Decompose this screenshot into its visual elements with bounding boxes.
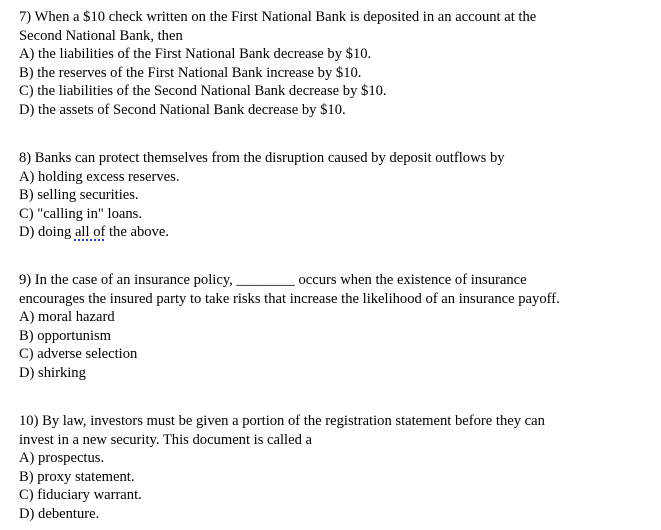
answer-option-b: B) proxy statement. <box>19 468 135 485</box>
answer-option-d: D) shirking <box>19 364 86 381</box>
question-stem-line: 8) Banks can protect themselves from the disruption caused by deposit outflows by <box>19 150 505 166</box>
question-stem-line: 9) In the case of an insurance policy, ________ occurs when the existence of insurance <box>19 272 527 288</box>
answer-option-a: A) moral hazard <box>19 309 115 326</box>
question-7 <box>19 8 659 120</box>
answer-option-d-prefix: D) doing <box>19 224 75 241</box>
answer-option-c: C) fiduciary warrant. <box>19 487 142 504</box>
answer-option-d: D) the assets of Second National Bank decrease by $10. <box>19 101 346 118</box>
question-stem-line: 7) When a $10 check written on the First National Bank is deposited in an account at the <box>19 9 537 25</box>
question-10 <box>19 412 659 524</box>
question-stem-line: 10) By law, investors must be given a portion of the registration statement before they can <box>19 413 545 429</box>
grammar-flagged-text[interactable]: all of <box>74 224 106 241</box>
answer-option-a: A) holding excess reserves. <box>19 168 180 185</box>
answer-option-d: D) debenture. <box>19 505 100 522</box>
answer-option-c: C) the liabilities of the Second National Bank decrease by $10. <box>19 83 387 100</box>
question-8 <box>19 149 659 242</box>
answer-option-b: B) selling securities. <box>19 187 139 204</box>
answer-option-c: C) adverse selection <box>19 346 138 363</box>
answer-option-c: C) "calling in" loans. <box>19 205 142 222</box>
answer-option-a: A) the liabilities of the First National Bank decrease by $10. <box>19 46 372 63</box>
answer-option-d <box>19 223 659 242</box>
answer-option-b: B) opportunism <box>19 327 112 344</box>
answer-option-a: A) prospectus. <box>19 450 105 467</box>
answer-option-d-suffix: the above. <box>105 224 169 241</box>
question-9 <box>19 271 659 383</box>
question-stem-line: invest in a new security. This document is called a <box>19 431 313 448</box>
question-stem-line: encourages the insured party to take risks that increase the likelihood of an insurance payoff. <box>19 290 560 307</box>
answer-option-b: B) the reserves of the First National Bank increase by $10. <box>19 64 362 81</box>
question-stem-line: Second National Bank, then <box>19 27 183 44</box>
